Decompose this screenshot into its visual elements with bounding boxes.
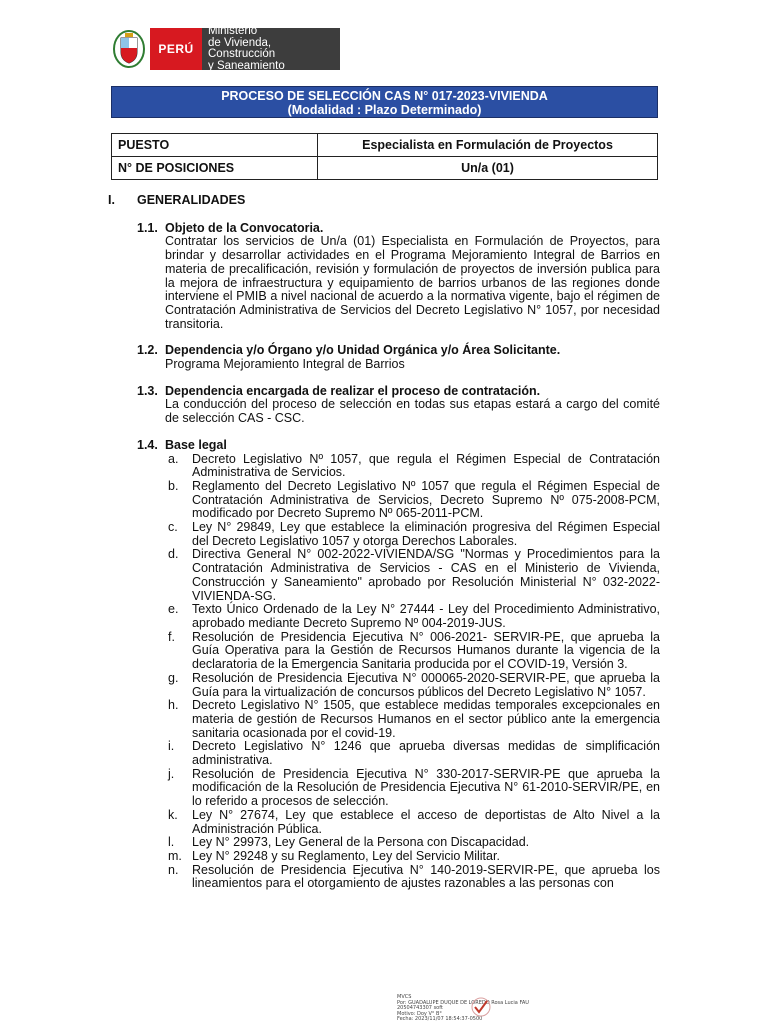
subsection-heading bbox=[137, 222, 660, 236]
section-title: GENERALIDADES bbox=[137, 193, 246, 207]
legal-item-letter: c. bbox=[168, 520, 178, 535]
coat-of-arms-icon bbox=[112, 28, 146, 70]
subsection-heading bbox=[137, 439, 660, 453]
legal-item-text: Ley N° 29973, Ley General de la Persona con Discapacidad. bbox=[192, 835, 530, 850]
legal-item-letter: h. bbox=[168, 698, 179, 713]
legal-item-letter: j. bbox=[168, 766, 175, 781]
legal-item-text: Directiva General N° 002-2022-VIVIENDA/SG "Normas y Procedimientos para la Contratación Administrativa de Servicios - CAS en el Ministerio de Vivienda, Construcción y Saneamiento" aprobado por Resolución Ministerial N° 032-2022-VIVIENDA-SG. bbox=[192, 547, 660, 603]
legal-item-text: Ley N° 27674, Ley que establece el acceso de deportistas de Alto Nivel a la Administración Pública. bbox=[192, 807, 660, 836]
legal-item bbox=[165, 699, 660, 740]
subsection-title: Dependencia y/o Órgano y/o Unidad Orgánica y/o Área Solicitante. bbox=[165, 343, 561, 358]
legal-item bbox=[165, 631, 660, 672]
subsection-body: Programa Mejoramiento Integral de Barrios bbox=[165, 357, 405, 372]
legal-item-letter: d. bbox=[168, 547, 179, 562]
legal-item-letter: i. bbox=[168, 739, 175, 754]
legal-item-letter: b. bbox=[168, 478, 179, 493]
document-body bbox=[108, 194, 660, 891]
table-cell-label: N° DE POSICIONES bbox=[112, 157, 318, 180]
subsection-1-1 bbox=[137, 222, 660, 332]
legal-item bbox=[165, 740, 660, 767]
subsection-heading bbox=[137, 385, 660, 399]
legal-item-letter: m. bbox=[168, 848, 182, 863]
signature-line: MVCS bbox=[397, 994, 412, 1000]
legal-item-text: Decreto Legislativo Nº 1057, que regula el Régimen Especial de Contratación Administrativa de Servicios. bbox=[192, 451, 660, 480]
ministry-line-2: de Vivienda, Construcción bbox=[208, 36, 276, 60]
legal-item bbox=[165, 603, 660, 630]
signature-line: 20504743307 soft bbox=[397, 1005, 443, 1011]
subsection-number: 1.4. bbox=[137, 437, 158, 452]
legal-item-letter: f. bbox=[168, 629, 175, 644]
legal-item-text: Ley N° 29849, Ley que establece la eliminación progresiva del Régimen Especial del Decreto Legislativo 1057 y otorga Derechos Laborales. bbox=[192, 520, 660, 548]
legal-item-letter: e. bbox=[168, 602, 179, 617]
subsection-body: La conducción del proceso de selección en todas sus etapas estará a cargo del comité de selección CAS - CSC. bbox=[165, 397, 660, 426]
legal-item-text: Resolución de Presidencia Ejecutiva N° 140-2019-SERVIR-PE, que aprueba los lineamientos para el otorgamiento de ajustes razonables a las personas con bbox=[192, 862, 660, 891]
legal-item-text: Resolución de Presidencia Ejecutiva N° 330-2017-SERVIR-PE que aprueba la modificación de la Resolución de Presidencia Ejecutiva N° 61-2010-SERVIR/PE, en lo referido a procesos de selección. bbox=[192, 766, 660, 809]
legal-item bbox=[165, 809, 660, 836]
signature-line: Por: GUADALUPE DUQUE DE LOREDO Rosa Lucia FAU bbox=[397, 999, 529, 1006]
subsection-title: Dependencia encargada de realizar el proceso de contratación. bbox=[165, 383, 541, 398]
table-cell-value: Especialista en Formulación de Proyectos bbox=[318, 134, 658, 157]
legal-item bbox=[165, 453, 660, 480]
legal-item bbox=[165, 864, 660, 891]
legal-item-text: Ley N° 29248 y su Reglamento, Ley del Servicio Militar. bbox=[192, 848, 500, 863]
subsection-title: Objeto de la Convocatoria. bbox=[165, 220, 324, 235]
legal-item bbox=[165, 521, 660, 548]
table-row bbox=[112, 157, 658, 180]
subsection-number: 1.3. bbox=[137, 383, 158, 398]
subsection-title: Base legal bbox=[165, 437, 227, 452]
legal-item-text: Decreto Legislativo N° 1505, que establece medidas temporales excepcionales en materia de gestión de Recursos Humanos en el sector público ante la emergencia sanitaria ocasionada por el covid-19. bbox=[192, 698, 660, 740]
signature-check-icon bbox=[470, 996, 492, 1018]
legal-item-letter: n. bbox=[168, 862, 179, 877]
subsection-body: Contratar los servicios de Un/a (01) Especialista en Formulación de Proyectos, para brindar y desarrollar actividades en el Programa Mejoramiento Integral de Barrios en materia de precalificación, revisión y formulación de proyectos de inversión publica para la mejora de infraestructura y equipamiento de barrios urbanos de las regiones donde interviene el PMIB a nivel nacional de acuerdo a la normativa vigente, bajo el régimen de Contratación Administrativa de Servicios del Decreto Legislativo N° 1057, por necesidad transitoria. bbox=[165, 234, 660, 331]
legal-item-letter: g. bbox=[168, 670, 179, 685]
subsection-1-4 bbox=[137, 439, 660, 891]
ministry-name bbox=[202, 25, 340, 72]
legal-item bbox=[165, 548, 660, 603]
table-row bbox=[112, 134, 658, 157]
ministry-logo bbox=[112, 25, 340, 72]
legal-item-text: Reglamento del Decreto Legislativo Nº 1057 que regula el Régimen Especial de Contratación Administrativa de Servicios, Decreto Supremo Nº 075-2008-PCM, modificado por Decreto Supremo Nº 065-2011-PCM. bbox=[192, 478, 660, 521]
digital-signature bbox=[397, 995, 529, 1023]
legal-item-letter: k. bbox=[168, 807, 178, 822]
legal-basis-list bbox=[165, 453, 660, 892]
legal-item bbox=[165, 850, 660, 864]
signature-line: Motivo: Doy V° B° bbox=[397, 1010, 442, 1017]
legal-item-text: Texto Único Ordenado de la Ley N° 27444 - Ley del Procedimiento Administrativo, aprobado mediante Decreto Supremo Nº 004-2019-JUS. bbox=[192, 602, 660, 630]
process-modality: (Modalidad : Plazo Determinado) bbox=[287, 103, 482, 117]
table-cell-value: Un/a (01) bbox=[318, 157, 658, 180]
legal-item-text: Resolución de Presidencia Ejecutiva N° 006-2021- SERVIR-PE, que aprueba la Guía Operativa para la Gestión de Recursos Humanos durante la vigencia de la declaratoria de la Emergencia Sanitaria producida por el COVID-19, Versión 3. bbox=[192, 629, 660, 672]
process-title-box bbox=[111, 86, 658, 118]
legal-item bbox=[165, 836, 660, 850]
table-cell-label: PUESTO bbox=[112, 134, 318, 157]
signature-line: Fecha: 2023/11/07 18:54:37-0500 bbox=[397, 1016, 483, 1022]
legal-item bbox=[165, 768, 660, 809]
subsection-1-2 bbox=[137, 344, 660, 371]
subsection-number: 1.2. bbox=[137, 343, 158, 358]
ministry-line-3: y Saneamiento bbox=[208, 59, 285, 72]
peru-label: PERÚ bbox=[150, 28, 202, 70]
ministry-line-1: Ministerio bbox=[208, 25, 258, 37]
section-heading bbox=[108, 194, 660, 208]
legal-item-text: Decreto Legislativo N° 1246 que aprueba diversas medidas de simplificación administrativa. bbox=[192, 739, 660, 768]
position-table bbox=[111, 133, 658, 180]
legal-item-letter: a. bbox=[168, 451, 179, 466]
subsection-1-3 bbox=[137, 385, 660, 426]
legal-item-text: Resolución de Presidencia Ejecutiva N° 000065-2020-SERVIR-PE, que aprueba la Guía para la virtualización de concursos públicos del Decreto Legislativo N° 1057. bbox=[192, 670, 660, 699]
process-title: PROCESO DE SELECCIÓN CAS N° 017-2023-VIVIENDA bbox=[221, 89, 548, 103]
legal-item bbox=[165, 672, 660, 699]
legal-item bbox=[165, 480, 660, 521]
legal-item-letter: l. bbox=[168, 835, 175, 850]
subsection-number: 1.1. bbox=[137, 220, 158, 235]
section-number: I. bbox=[108, 193, 115, 207]
subsection-heading bbox=[137, 344, 660, 358]
